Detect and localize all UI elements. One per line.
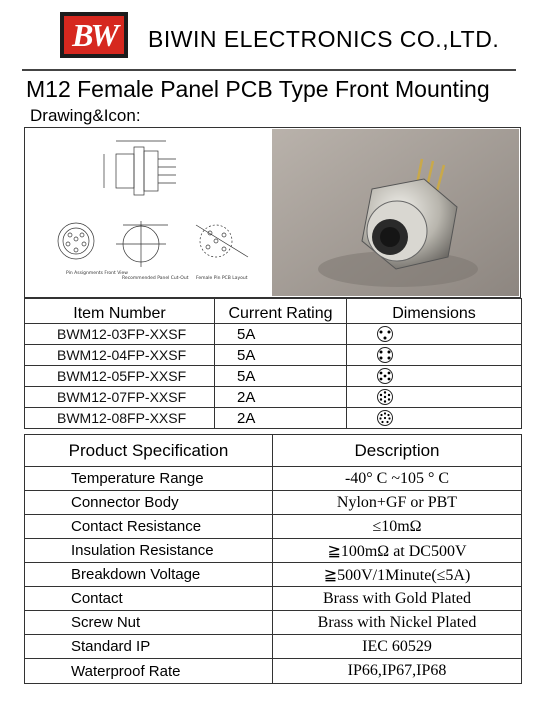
- spec-key: Insulation Resistance: [25, 539, 273, 563]
- table-row: [25, 467, 522, 491]
- logo-text: BW: [72, 16, 116, 53]
- product-photo: [272, 129, 519, 296]
- dimension-cell: [347, 408, 522, 429]
- current-rating: 2A: [215, 408, 347, 429]
- spec-key: Breakdown Voltage: [25, 563, 273, 587]
- spec-key: Connector Body: [25, 491, 273, 515]
- table-row: [25, 515, 522, 539]
- table-row: [25, 408, 522, 429]
- header-divider: [22, 69, 516, 71]
- table-row: [25, 539, 522, 563]
- 5-pin-icon: [375, 367, 395, 385]
- table-row: [25, 366, 522, 387]
- table-row: [25, 659, 522, 684]
- table-row: [25, 345, 522, 366]
- current-rating: 5A: [215, 324, 347, 345]
- company-name: BIWIN ELECTRONICS CO.,LTD.: [148, 26, 500, 52]
- 7-pin-icon: [375, 388, 395, 406]
- company-logo: [60, 12, 128, 58]
- table-row: [25, 387, 522, 408]
- product-title: M12 Female Panel PCB Type Front Mounting: [26, 76, 490, 102]
- item-number: BWM12-05FP-XXSF: [25, 366, 215, 387]
- table-row: [25, 563, 522, 587]
- spec-key: Screw Nut: [25, 611, 273, 635]
- spec-value: IEC 60529: [273, 635, 522, 659]
- panel-cutout-label: Recommended Panel Cut-Out: [122, 276, 189, 281]
- table-row: [25, 587, 522, 611]
- header-item-number: Item Number: [25, 299, 215, 324]
- item-table-header: [25, 299, 522, 324]
- spec-value: -40° C ~105 ° C: [273, 467, 522, 491]
- item-number: BWM12-08FP-XXSF: [25, 408, 215, 429]
- spec-table-header: [25, 435, 522, 467]
- item-number: BWM12-04FP-XXSF: [25, 345, 215, 366]
- spec-value: Brass with Gold Plated: [273, 587, 522, 611]
- spec-key: Contact: [25, 587, 273, 611]
- header-current-rating: Current Rating: [215, 299, 347, 324]
- table-row: [25, 491, 522, 515]
- spec-key: Temperature Range: [25, 467, 273, 491]
- spec-value: IP66,IP67,IP68: [273, 659, 522, 684]
- spec-key: Contact Resistance: [25, 515, 273, 539]
- dimension-cell: [347, 345, 522, 366]
- table-row: [25, 611, 522, 635]
- table-row: [25, 635, 522, 659]
- header-dimensions: Dimensions: [347, 299, 522, 324]
- specification-table: [24, 434, 522, 684]
- header-product-specification: Product Specification: [25, 435, 273, 467]
- dimension-cell: [347, 387, 522, 408]
- spec-value: Nylon+GF or PBT: [273, 491, 522, 515]
- header-description: Description: [273, 435, 522, 467]
- current-rating: 5A: [215, 345, 347, 366]
- current-rating: 5A: [215, 366, 347, 387]
- pin-assignment-label: Pin Assignments Front View: [66, 271, 128, 276]
- 4-pin-icon: [375, 346, 395, 364]
- dimension-cell: [347, 324, 522, 345]
- 3-pin-icon: [375, 325, 395, 343]
- current-rating: 2A: [215, 387, 347, 408]
- dimension-cell: [347, 366, 522, 387]
- spec-value: ≧100mΩ at DC500V: [273, 539, 522, 563]
- spec-key: Waterproof Rate: [25, 659, 273, 684]
- spec-key: Standard IP: [25, 635, 273, 659]
- pcb-layout-label: Female Pin PCB Layout: [196, 276, 248, 281]
- item-number: BWM12-07FP-XXSF: [25, 387, 215, 408]
- section-label: Drawing&Icon:: [30, 106, 141, 125]
- 8-pin-icon: [375, 409, 395, 427]
- item-table: [24, 298, 522, 429]
- spec-value: ≧500V/1Minute(≤5A): [273, 563, 522, 587]
- technical-drawing: [26, 129, 270, 296]
- table-row: [25, 324, 522, 345]
- spec-value: Brass with Nickel Plated: [273, 611, 522, 635]
- item-number: BWM12-03FP-XXSF: [25, 324, 215, 345]
- spec-value: ≤10mΩ: [273, 515, 522, 539]
